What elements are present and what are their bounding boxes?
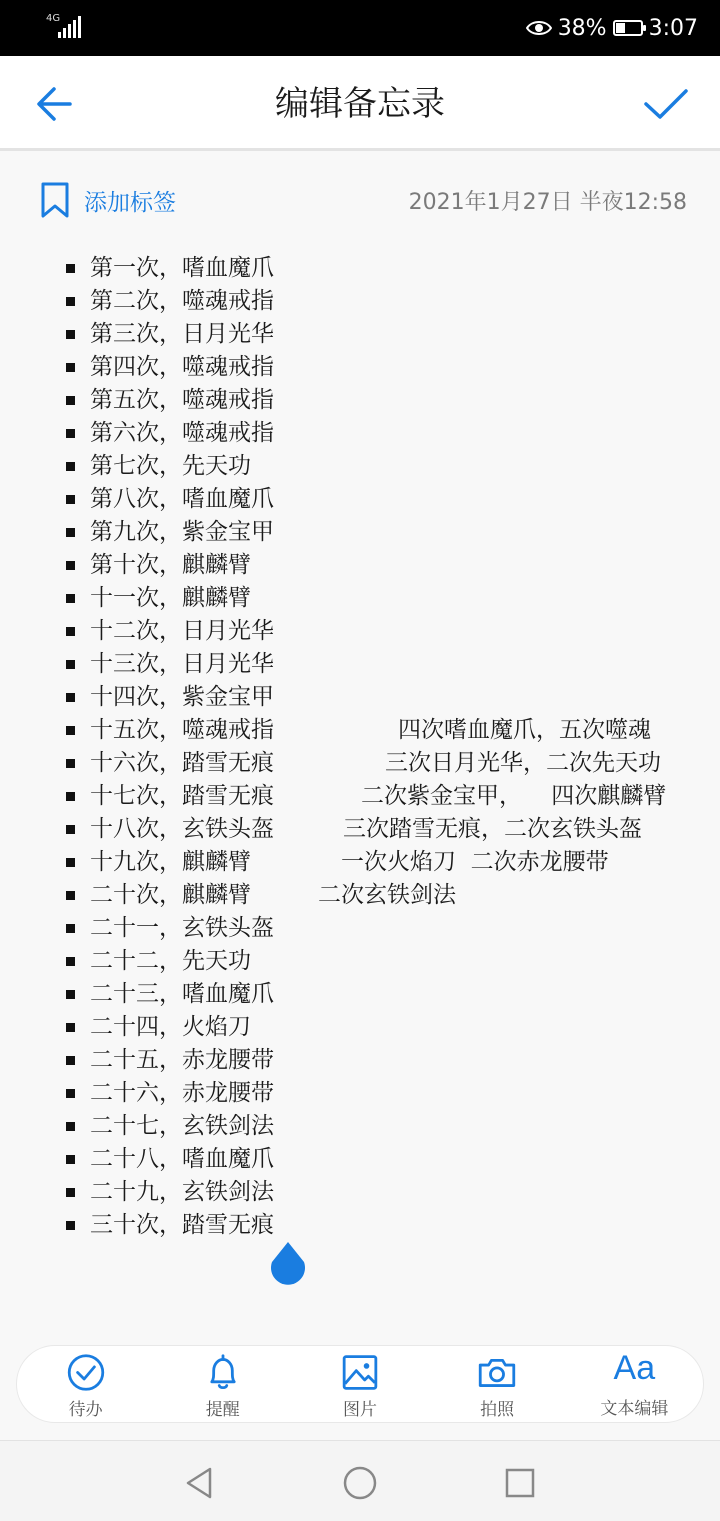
bullet-marker bbox=[66, 759, 75, 768]
status-bar bbox=[0, 0, 720, 56]
bullet-marker bbox=[66, 726, 75, 735]
list-item[interactable] bbox=[60, 714, 274, 747]
bell-icon bbox=[201, 1352, 245, 1393]
bullet-marker bbox=[66, 396, 75, 405]
list-item[interactable] bbox=[60, 681, 274, 714]
header-divider bbox=[0, 148, 720, 151]
summary-line[interactable]: 二次紫金宝甲， 四次麒麟臂 bbox=[361, 783, 667, 809]
reminder-button[interactable] bbox=[163, 1348, 283, 1420]
bullet-marker bbox=[66, 957, 75, 966]
battery-percent: 38% bbox=[557, 15, 607, 41]
list-item[interactable] bbox=[60, 1176, 274, 1209]
list-item-text: 第三次，日月光华 bbox=[90, 321, 274, 347]
add-tag-label: 添加标签 bbox=[84, 189, 176, 216]
list-item-text: 十五次，噬魂戒指 bbox=[90, 717, 274, 743]
camera-button[interactable] bbox=[437, 1348, 557, 1420]
bullet-marker bbox=[66, 1056, 75, 1065]
bullet-marker bbox=[66, 1122, 75, 1131]
list-item-text: 十一次，麒麟臂 bbox=[90, 585, 251, 611]
add-tag-button[interactable] bbox=[40, 179, 176, 221]
text-format-icon: Aa bbox=[613, 1349, 656, 1387]
nav-home-icon[interactable] bbox=[340, 1463, 380, 1503]
bullet-marker bbox=[66, 792, 75, 801]
bullet-marker bbox=[66, 1023, 75, 1032]
list-item-text: 二十三，嗜血魔爪 bbox=[90, 981, 274, 1007]
list-item-text: 第六次，噬魂戒指 bbox=[90, 420, 274, 446]
confirm-button[interactable] bbox=[640, 80, 692, 128]
image-button[interactable] bbox=[300, 1348, 420, 1420]
list-item-text: 第二次，噬魂戒指 bbox=[90, 288, 274, 314]
list-item-text: 第八次，嗜血魔爪 bbox=[90, 486, 274, 512]
list-item-text: 二十六，赤龙腰带 bbox=[90, 1080, 274, 1106]
bullet-marker bbox=[66, 297, 75, 306]
list-item[interactable] bbox=[60, 945, 274, 978]
bullet-marker bbox=[66, 330, 75, 339]
list-item[interactable] bbox=[60, 912, 274, 945]
page-title: 编辑备忘录 bbox=[275, 84, 445, 124]
list-item-text: 二十八，嗜血魔爪 bbox=[90, 1146, 274, 1172]
list-item-text: 第七次，先天功 bbox=[90, 453, 251, 479]
bullet-marker bbox=[66, 528, 75, 537]
list-item-text: 十三次，日月光华 bbox=[90, 651, 274, 677]
check-circle-icon bbox=[64, 1352, 108, 1393]
list-item-text: 二十一，玄铁头盔 bbox=[90, 915, 274, 941]
list-item[interactable] bbox=[60, 582, 274, 615]
note-timestamp: 2021年1月27日 半夜12:58 bbox=[408, 190, 687, 215]
todo-label: 待办 bbox=[68, 1400, 103, 1420]
bullet-marker bbox=[66, 825, 75, 834]
image-icon bbox=[338, 1352, 382, 1393]
nav-back-icon[interactable] bbox=[180, 1463, 220, 1503]
summary-line[interactable]: 二次玄铁剑法 bbox=[318, 882, 456, 908]
bookmark-icon bbox=[40, 181, 70, 219]
list-item-text: 第四次，噬魂戒指 bbox=[90, 354, 274, 380]
list-item[interactable] bbox=[60, 1143, 274, 1176]
app-header bbox=[0, 56, 720, 148]
list-item[interactable] bbox=[60, 879, 274, 912]
battery-fill bbox=[616, 23, 625, 33]
list-item[interactable] bbox=[60, 1077, 274, 1110]
bullet-marker bbox=[66, 627, 75, 636]
bullet-marker bbox=[66, 1089, 75, 1098]
network-type: 4G bbox=[46, 13, 61, 24]
list-item[interactable] bbox=[60, 450, 274, 483]
summary-line[interactable]: 一次火焰刀 二次赤龙腰带 bbox=[341, 849, 609, 875]
list-item[interactable] bbox=[60, 813, 274, 846]
text-edit-button[interactable] bbox=[574, 1348, 694, 1420]
list-item[interactable] bbox=[60, 615, 274, 648]
summary-line[interactable]: 四次嗜血魔爪，五次噬魂 bbox=[398, 717, 651, 743]
list-item-text: 三十次，踏雪无痕 bbox=[90, 1212, 274, 1238]
bullet-marker bbox=[66, 1188, 75, 1197]
note-meta-row bbox=[0, 175, 720, 225]
bullet-marker bbox=[66, 891, 75, 900]
edit-toolbar bbox=[16, 1345, 704, 1423]
list-item[interactable] bbox=[60, 417, 274, 450]
status-right bbox=[526, 0, 698, 56]
list-item-text: 二十次，麒麟臂 bbox=[90, 882, 251, 908]
list-item-text: 二十七，玄铁剑法 bbox=[90, 1113, 274, 1139]
camera-icon bbox=[475, 1352, 519, 1393]
bullet-marker bbox=[66, 429, 75, 438]
list-item-text: 十四次，紫金宝甲 bbox=[90, 684, 274, 710]
list-item-text: 第十次，麒麟臂 bbox=[90, 552, 251, 578]
list-item-text: 十七次，踏雪无痕 bbox=[90, 783, 274, 809]
list-item[interactable] bbox=[60, 351, 274, 384]
checkmark-icon bbox=[640, 80, 692, 128]
note-bullet-list[interactable] bbox=[60, 252, 274, 1242]
list-item[interactable] bbox=[60, 384, 274, 417]
bullet-marker bbox=[66, 561, 75, 570]
bullet-marker bbox=[66, 495, 75, 504]
bullet-marker bbox=[66, 462, 75, 471]
list-item-text: 二十二，先天功 bbox=[90, 948, 251, 974]
bullet-marker bbox=[66, 924, 75, 933]
list-item[interactable] bbox=[60, 846, 274, 879]
bullet-marker bbox=[66, 264, 75, 273]
text-edit-label: 文本编辑 bbox=[600, 1399, 669, 1419]
todo-button[interactable] bbox=[26, 1348, 146, 1420]
list-item-text: 十八次，玄铁头盔 bbox=[90, 816, 274, 842]
nav-recents-icon[interactable] bbox=[500, 1463, 540, 1503]
list-item[interactable] bbox=[60, 318, 274, 351]
bullet-marker bbox=[66, 594, 75, 603]
system-nav-bar bbox=[0, 1440, 720, 1521]
reminder-label: 提醒 bbox=[205, 1400, 240, 1420]
list-item[interactable] bbox=[60, 780, 274, 813]
bullet-marker bbox=[66, 990, 75, 999]
list-item[interactable] bbox=[60, 483, 274, 516]
eye-comfort-icon bbox=[526, 19, 552, 37]
camera-label: 拍照 bbox=[480, 1400, 515, 1420]
list-item-text: 第五次，噬魂戒指 bbox=[90, 387, 274, 413]
list-item[interactable] bbox=[60, 747, 274, 780]
text-cursor-handle[interactable] bbox=[268, 1240, 308, 1290]
summary-line[interactable]: 三次日月光华，二次先天功 bbox=[385, 750, 661, 776]
bullet-marker bbox=[66, 363, 75, 372]
bullet-marker bbox=[66, 858, 75, 867]
list-item[interactable] bbox=[60, 1044, 274, 1077]
list-item[interactable] bbox=[60, 516, 274, 549]
signal-icon bbox=[46, 14, 82, 40]
list-item-text: 第九次，紫金宝甲 bbox=[90, 519, 274, 545]
list-item-text: 第一次，嗜血魔爪 bbox=[90, 255, 274, 281]
list-item[interactable] bbox=[60, 285, 274, 318]
list-item-text: 十二次，日月光华 bbox=[90, 618, 274, 644]
list-item-text: 十九次，麒麟臂 bbox=[90, 849, 251, 875]
bullet-marker bbox=[66, 1155, 75, 1164]
list-item[interactable] bbox=[60, 252, 274, 285]
list-item[interactable] bbox=[60, 549, 274, 582]
list-item[interactable] bbox=[60, 1209, 274, 1242]
list-item[interactable] bbox=[60, 1011, 274, 1044]
list-item-text: 二十九，玄铁剑法 bbox=[90, 1179, 274, 1205]
bullet-marker bbox=[66, 1221, 75, 1230]
list-item[interactable] bbox=[60, 978, 274, 1011]
bullet-marker bbox=[66, 660, 75, 669]
bullet-marker bbox=[66, 693, 75, 702]
list-item-text: 十六次，踏雪无痕 bbox=[90, 750, 274, 776]
battery-icon bbox=[613, 20, 643, 36]
list-item[interactable] bbox=[60, 1110, 274, 1143]
clock: 3:07 bbox=[648, 15, 698, 41]
image-label: 图片 bbox=[342, 1400, 377, 1420]
summary-line[interactable]: 三次踏雪无痕，二次玄铁头盔 bbox=[343, 816, 642, 842]
list-item-text: 二十四，火焰刀 bbox=[90, 1014, 251, 1040]
list-item-text: 二十五，赤龙腰带 bbox=[90, 1047, 274, 1073]
list-item[interactable] bbox=[60, 648, 274, 681]
